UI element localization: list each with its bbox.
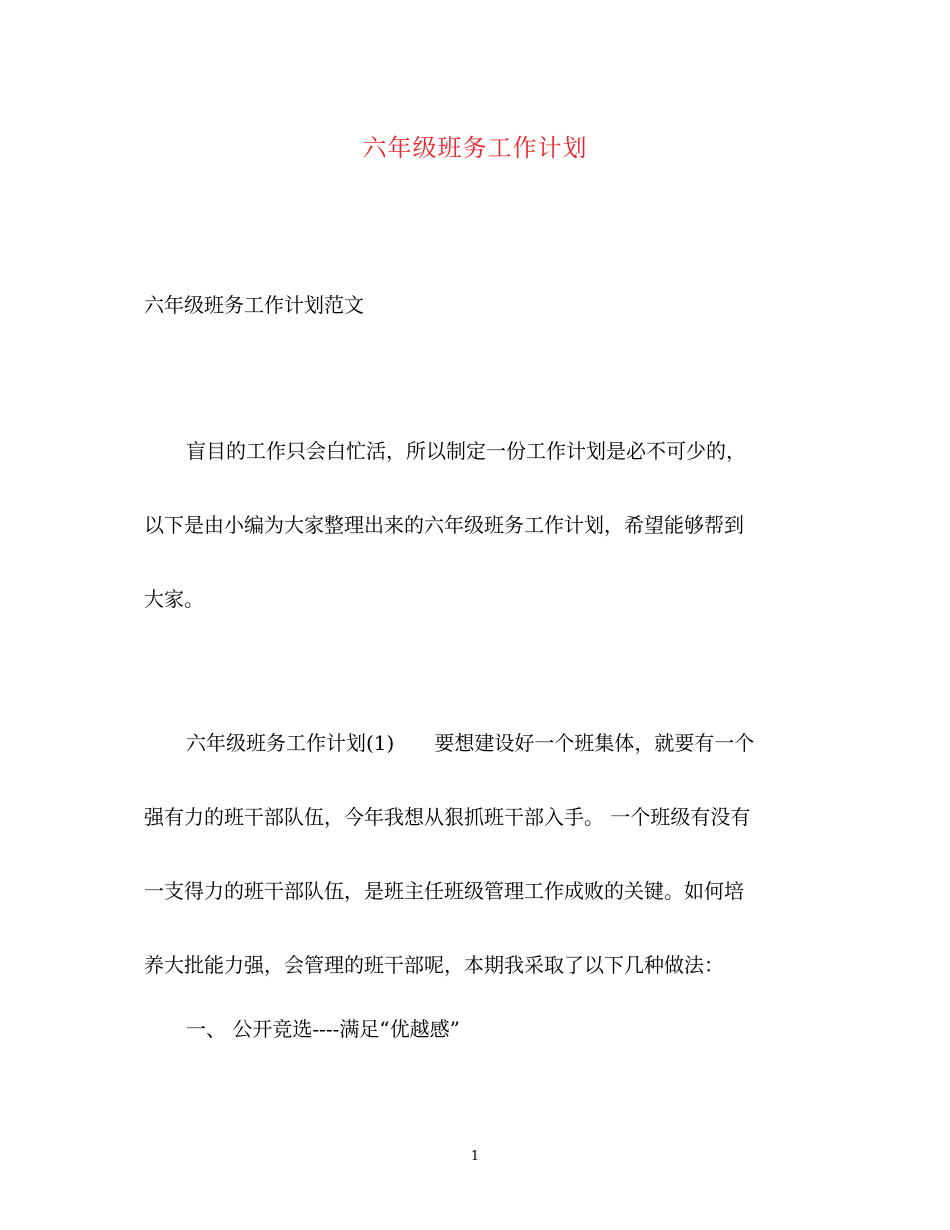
paragraph-line: 养大批能力强，会管理的班干部呢，本期我采取了以下几种做法： [144, 953, 724, 977]
document-title: 六年级班务工作计划 [362, 134, 588, 162]
paragraph-line: 以下是由小编为大家整理出来的六年级班务工作计划，希望能够帮到 [144, 513, 744, 537]
document-subtitle: 六年级班务工作计划范文 [144, 293, 364, 317]
paragraph-intro [144, 414, 809, 636]
paragraph-line: 六年级班务工作计划(1) 要想建设好一个班集体，就要有一个 [186, 731, 755, 755]
paragraph-plan-1 [144, 706, 809, 1002]
paragraph-line: 盲目的工作只会白忙活，所以制定一份工作计划是必不可少的， [186, 439, 746, 463]
paragraph-line: 强有力的班干部队伍，今年我想从狠抓班干部入手。 一个班级有没有 [144, 805, 751, 829]
paragraph-line: 大家。 [144, 587, 204, 611]
paragraph-line: 一支得力的班干部队伍，是班主任班级管理工作成败的关键。如何培 [144, 879, 744, 903]
page-number: 1 [470, 1149, 480, 1164]
section-heading: 一、 公开竞选----满足“优越感” [186, 1017, 460, 1041]
